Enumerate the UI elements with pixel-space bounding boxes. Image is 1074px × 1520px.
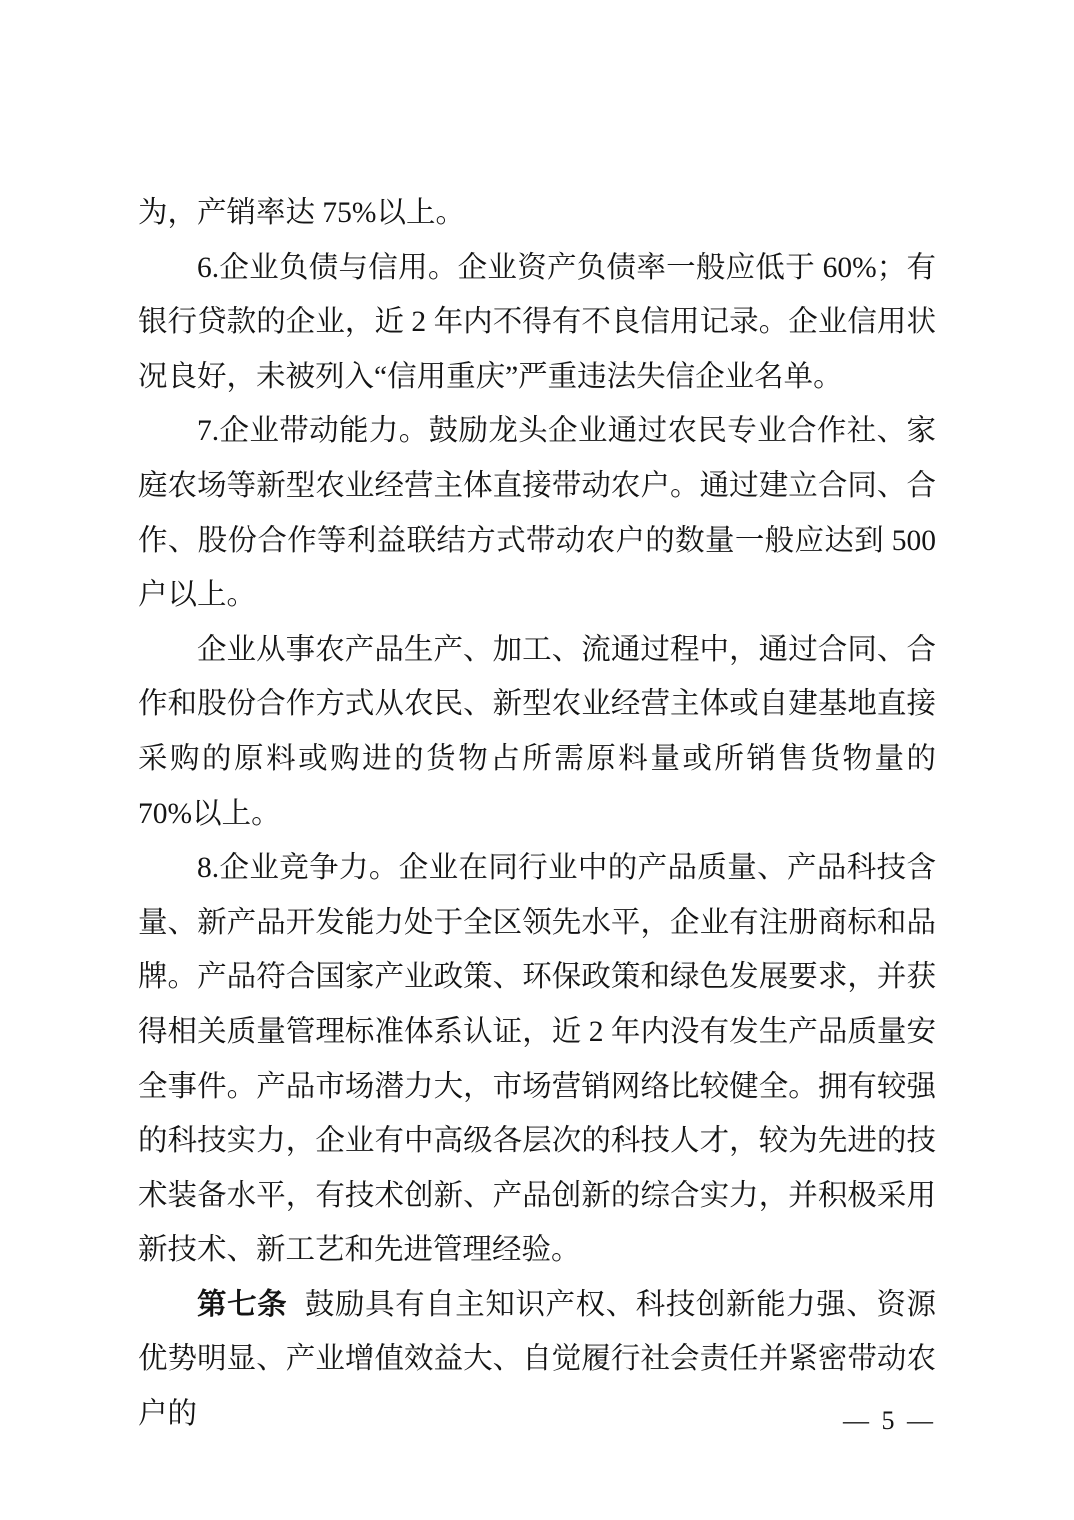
paragraph-item-7: 7.企业带动能力。鼓励龙头企业通过农民专业合作社、家庭农场等新型农业经营主体直接带动农户。通过建立合同、合作、股份合作等利益联结方式带动农户的数量一般应达到 500 户以上。 (138, 415, 936, 612)
document-body (138, 186, 936, 1442)
page-number: — 5 — (843, 1406, 936, 1435)
article-text: 鼓励具有自主知识产权、科技创新能力强、资源优势明显、产业增值效益大、自觉履行社会责任并紧密带动农户的 (138, 1288, 936, 1431)
paragraph-item-8: 8.企业竞争力。企业在同行业中的产品质量、产品科技含量、新产品开发能力处于全区领先水平，企业有注册商标和品牌。产品符合国家产业政策、环保政策和绿色发展要求，并获得相关质量管理标准体系认证，近 2 年内没有发生产品质量安全事件。产品市场潜力大，市场营销网络比较健全。拥有较强的科技实力，企业有中高级各层次的科技人才，较为先进的技术装备水平，有技术创新、产品创新的综合实力，并积极采用新技术、新工艺和先进管理经验。 (138, 852, 936, 1267)
paragraph-item-7-sub: 企业从事农产品生产、加工、流通过程中，通过合同、合作和股份合作方式从农民、新型农业经营主体或自建基地直接采购的原料或购进的货物占所需原料量或所销售货物量的 70%以上。 (138, 633, 936, 830)
paragraph-article-7 (138, 1278, 936, 1442)
paragraph-continuation: 为，产销率达 75%以上。 (138, 197, 465, 229)
article-number-label: 第七条 (197, 1287, 288, 1321)
paragraph-item-6: 6.企业负债与信用。企业资产负债率一般应低于 60%；有银行贷款的企业，近 2 年内不得有不良信用记录。企业信用状况良好，未被列入“信用重庆”严重违法失信企业名单。 (138, 251, 936, 393)
